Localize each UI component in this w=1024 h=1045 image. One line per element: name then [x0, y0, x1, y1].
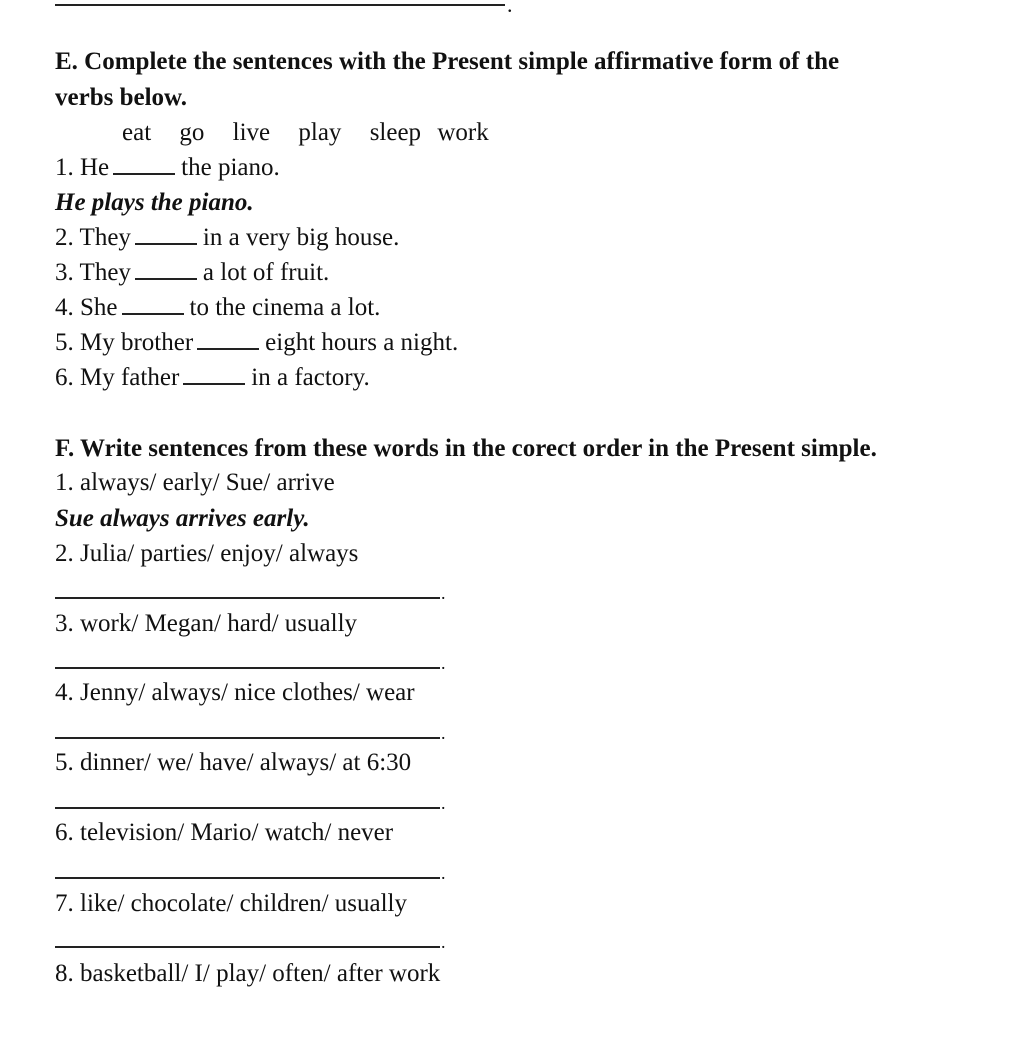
- e-item-5-blank[interactable]: [197, 330, 259, 350]
- answer-line-top: [55, 4, 505, 6]
- verb-work: work: [437, 119, 489, 146]
- e-item-5: [55, 328, 458, 358]
- e-example-answer: He plays the piano.: [55, 189, 254, 216]
- e-item-6-blank[interactable]: [183, 365, 245, 385]
- f-item-3-answer-line[interactable]: [55, 667, 440, 669]
- f-item-7: 7. like/ chocolate/ children/ usually: [55, 890, 407, 917]
- e-item-6-before: 6. My father: [55, 364, 180, 391]
- f-item-7-answer-line[interactable]: [55, 946, 440, 948]
- f-item-6: 6. television/ Mario/ watch/ never: [55, 819, 394, 846]
- e-item-3: [55, 258, 329, 288]
- e-item-4: [55, 293, 380, 323]
- f-item-6-period: .: [441, 863, 446, 883]
- e-item-1: [55, 153, 280, 183]
- verb-sleep: sleep: [369, 119, 422, 146]
- f-item-4-answer-line[interactable]: [55, 737, 440, 739]
- e-item-5-after: eight hours a night.: [265, 329, 459, 356]
- f-item-1: 1. always/ early/ Sue/ arrive: [55, 469, 335, 496]
- f-item-6-answer-line[interactable]: [55, 877, 440, 879]
- verb-play: play: [298, 119, 342, 146]
- e-item-2-after: in a very big house.: [202, 224, 400, 251]
- f-item-8: 8. basketball/ I/ play/ often/ after work: [55, 960, 441, 987]
- e-item-3-after: a lot of fruit.: [202, 259, 330, 286]
- e-item-2-before: 2. They: [55, 224, 131, 251]
- e-item-1-before: 1. He: [55, 154, 110, 181]
- section-e-heading-line1: E. Complete the sentences with the Present simple affirmative form of the: [55, 48, 840, 75]
- e-item-4-before: 4. She: [55, 294, 118, 321]
- f-item-5-period: .: [441, 793, 446, 813]
- verb-eat: eat: [122, 119, 152, 146]
- f-item-3-period: .: [441, 653, 446, 673]
- f-item-3: 3. work/ Megan/ hard/ usually: [55, 610, 358, 637]
- f-example-answer: Sue always arrives early.: [55, 505, 310, 532]
- f-item-7-period: .: [441, 932, 446, 952]
- f-item-2-period: .: [441, 583, 446, 603]
- e-item-5-before: 5. My brother: [55, 329, 194, 356]
- f-item-2-answer-line[interactable]: [55, 597, 440, 599]
- section-e-heading-line2: verbs below.: [55, 84, 187, 111]
- f-item-5: 5. dinner/ we/ have/ always/ at 6:30: [55, 749, 412, 776]
- e-item-4-blank[interactable]: [122, 295, 184, 315]
- verb-go: go: [179, 119, 205, 146]
- section-f-heading: F. Write sentences from these words in the corect order in the Present simple.: [55, 435, 877, 462]
- e-item-3-blank[interactable]: [135, 260, 197, 280]
- e-item-1-after: the piano.: [181, 154, 280, 181]
- answer-line-top-period: .: [507, 0, 513, 17]
- e-item-2: [55, 223, 399, 253]
- f-item-4-period: .: [441, 723, 446, 743]
- e-item-6-after: in a factory.: [251, 364, 370, 391]
- verb-list: [122, 118, 511, 148]
- e-item-4-after: to the cinema a lot.: [189, 294, 381, 321]
- e-item-2-blank[interactable]: [135, 225, 197, 245]
- e-item-1-blank[interactable]: [113, 155, 175, 175]
- f-item-2: 2. Julia/ parties/ enjoy/ always: [55, 540, 359, 567]
- verb-live: live: [232, 119, 271, 146]
- f-item-5-answer-line[interactable]: [55, 807, 440, 809]
- e-item-3-before: 3. They: [55, 259, 131, 286]
- e-item-6: [55, 363, 370, 393]
- f-item-4: 4. Jenny/ always/ nice clothes/ wear: [55, 679, 415, 706]
